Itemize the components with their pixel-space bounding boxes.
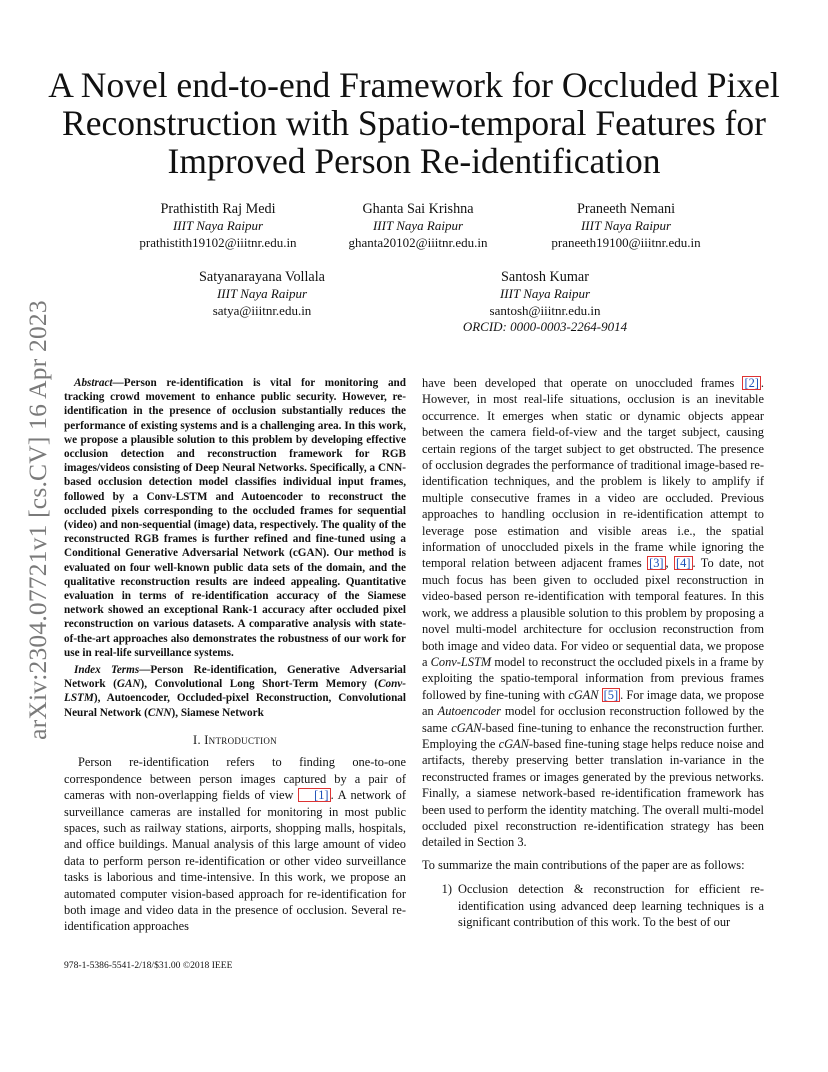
list-item	[422, 881, 764, 930]
citation-link[interactable]: [4]	[676, 556, 691, 571]
body-text: -based fine-tuning stage helps reduce noise and artifacts, thereby preserving better translation in-variance in the reconstructed frames or images generated by the previous networks. Finally, a siamese network-based re-identification framework has been used to perform the identity matching. The overall multi-model occluded pixel reconstruction re-identification strategy has been detailed in Section 3.	[422, 736, 765, 850]
author-block	[526, 201, 726, 251]
body-text: . However, in most real-life situations, occlusion is an inevitable occurrence. It emerges when static or dynamic objects appear between the camera field-of-view and the target subject, causing certain regions of the target subject to get obstructed. The presence of occlusion degrades the performance of traditional image-based re-identification techniques, and the problem is likely to amplify if multiple consecutive frames in a video are occluded. Previous approaches to handling occlusion in re-identification attempt to leverage pose estimation and visible areas i.e., the spatial information of unoccluded pixels in the frame while ignoring the temporal relation between adjacent frames	[422, 376, 764, 571]
body-text: . To date, not much focus has been given to occluded pixel reconstruction in video-based person re-identification with temporal features. In this work, we address a plausible solution to this problem by proposing a novel multi-model architecture for occlusion reconstruction from both image and video data. For video or sequential data, we propose a	[422, 556, 765, 669]
author-name: Santosh Kumar	[501, 269, 589, 285]
author-affiliation: IIIT Naya Raipur	[580, 217, 672, 233]
model-name: cGAN	[498, 736, 529, 751]
author-affiliation: IIIT Naya Raipur	[172, 217, 264, 233]
author-block	[162, 269, 362, 319]
right-column	[422, 375, 764, 930]
body-text: . A network of surveillance cameras are installed for monitoring in most public spaces, such as railway stations, airports, shopping malls, hospitals, and office buildings. Manual analysis of this large amount of video data to perform person re-identification or other video surveillance tasks is laborious and time-intensive. In this work, we propose an automated computer vision-based approach for re-identification for both image and video data in the presence of occlusion. Several re-identification approaches	[64, 788, 406, 934]
section-number: I.	[193, 732, 201, 747]
index-terms-label: Index Terms	[74, 664, 140, 677]
body-text: model to reconstruct the occluded pixels in a frame by exploiting the spatio-temporal information from previous frames followed by fine-tuning with	[422, 654, 764, 702]
section-title: Introduction	[204, 732, 277, 747]
model-name: cGAN	[451, 720, 482, 735]
body-text: have been developed that operate on unoccluded frames	[422, 376, 743, 390]
index-term-abbr: Conv-LSTM	[64, 678, 406, 705]
author-affiliation: IIIT Naya Raipur	[216, 285, 308, 301]
author-block	[445, 269, 645, 336]
body-text: ,	[665, 556, 675, 571]
title-line-3: Improved Person Re-identification	[167, 141, 661, 181]
index-terms-text: —Person Re-identification, Generative Adversarial Network (	[64, 664, 406, 691]
model-name: Autoencoder	[437, 704, 501, 719]
index-terms-text: ), Autoencoder, Occluded-pixel Reconstruction, Convolutional Neural Network (	[64, 692, 406, 719]
author-email: ghanta20102@iiitnr.edu.in	[348, 234, 488, 250]
intro-paragraph	[422, 375, 764, 851]
list-text: Occlusion detection & reconstruction for efficient re-identification using advanced deep learning techniques is a significant contribution of this work. To the best of our	[458, 882, 764, 929]
citation-link[interactable]: [5]	[603, 687, 619, 702]
author-email: santosh@iiitnr.edu.in	[489, 302, 601, 318]
list-number: 1)	[441, 882, 452, 897]
abstract-label: Abstract	[74, 377, 113, 389]
author-name: Satyanarayana Vollala	[199, 269, 325, 285]
author-email: praneeth19100@iiitnr.edu.in	[551, 234, 701, 250]
section-heading	[64, 732, 406, 748]
body-text: model for occlusion reconstruction followed by the same	[422, 704, 764, 735]
citation-link[interactable]: [1]	[298, 788, 330, 802]
citation-link[interactable]: [2]	[744, 376, 759, 390]
arxiv-sidebar-stamp	[19, 285, 57, 755]
model-name: Conv-LSTM	[430, 654, 492, 669]
arxiv-id: arXiv:2304.07721v1 [cs.CV] 16 Apr 2023	[23, 300, 52, 740]
author-name: Praneeth Nemani	[576, 201, 676, 217]
author-email: satya@iiitnr.edu.in	[212, 302, 312, 318]
author-orcid: ORCID: 0000-0003-2264-9014	[462, 319, 628, 335]
summary-paragraph: To summarize the main contributions of the paper are as follows:	[422, 857, 745, 872]
citation-link[interactable]: [3]	[649, 556, 664, 571]
author-affiliation: IIIT Naya Raipur	[499, 285, 591, 301]
body-text: . For image data, we propose an	[422, 687, 764, 719]
paper-title	[40, 66, 788, 180]
title-line-1: A Novel end-to-end Framework for Occluded Pixel	[48, 65, 780, 105]
left-column	[64, 376, 406, 935]
title-line-2: Reconstruction with Spatio-temporal Features for	[62, 103, 766, 143]
author-name: Prathistith Raj Medi	[160, 201, 276, 217]
intro-paragraph	[64, 754, 406, 934]
body-text: Person re-identification refers to finding one-to-one correspondence between person images captured by a pair of cameras with non-overlapping fields of view	[64, 755, 406, 803]
author-email: prathistith19102@iiitnr.edu.in	[139, 234, 297, 250]
index-term-abbr: GAN	[116, 678, 141, 691]
author-affiliation: IIIT Naya Raipur	[372, 217, 464, 233]
body-text: -based fine-tuning to enhance the reconstruction further. Employing the	[422, 720, 764, 751]
model-name: cGAN	[568, 687, 599, 702]
author-block	[118, 201, 318, 251]
index-terms-text: ), Siamese Network	[171, 706, 264, 719]
abstract-text: —Person re-identification is vital for monitoring and tracking crowd movement to enhance public security. However, re-identification in the presence of occlusion substantially reduces the performance of existing systems and is a challenging area. In this work, we propose a plausible solution to this problem by developing effective occlusion detection and reconstruction framework for RGB images/videos consisting of Deep Neural Networks. Specifically, a CNN-based occlusion detection model classifies individual input frames, followed by a Conv-LSTM and Autoencoder to reconstruct the occluded pixels corresponding to the occluded frames for sequential (video) and non-sequential (image) data, respectively. The quality of the reconstructed RGB frames is further refined and fine-tuned using a Conditional Generative Adversarial Network (cGAN). Our method is evaluated on four well-known public data sets of the domain, and the qualitative reconstruction results are indeed appealing. Quantitative evaluation in terms of re-identification accuracy of the Siamese network showed an exceptional Rank-1 accuracy after occluded pixel reconstruction on various datasets. A comparative analysis with state-of-the-art approaches also demonstrates the robustness of our work for use in real-life surveillance systems.	[64, 377, 406, 659]
abstract	[64, 376, 406, 720]
copyright-footer: 978-1-5386-5541-2/18/$31.00 ©2018 IEEE	[64, 960, 233, 971]
author-block	[318, 201, 518, 251]
index-terms-text: ), Convolutional Long Short-Term Memory (	[140, 678, 379, 691]
author-name: Ghanta Sai Krishna	[362, 201, 474, 217]
index-term-abbr: CNN	[147, 706, 172, 719]
